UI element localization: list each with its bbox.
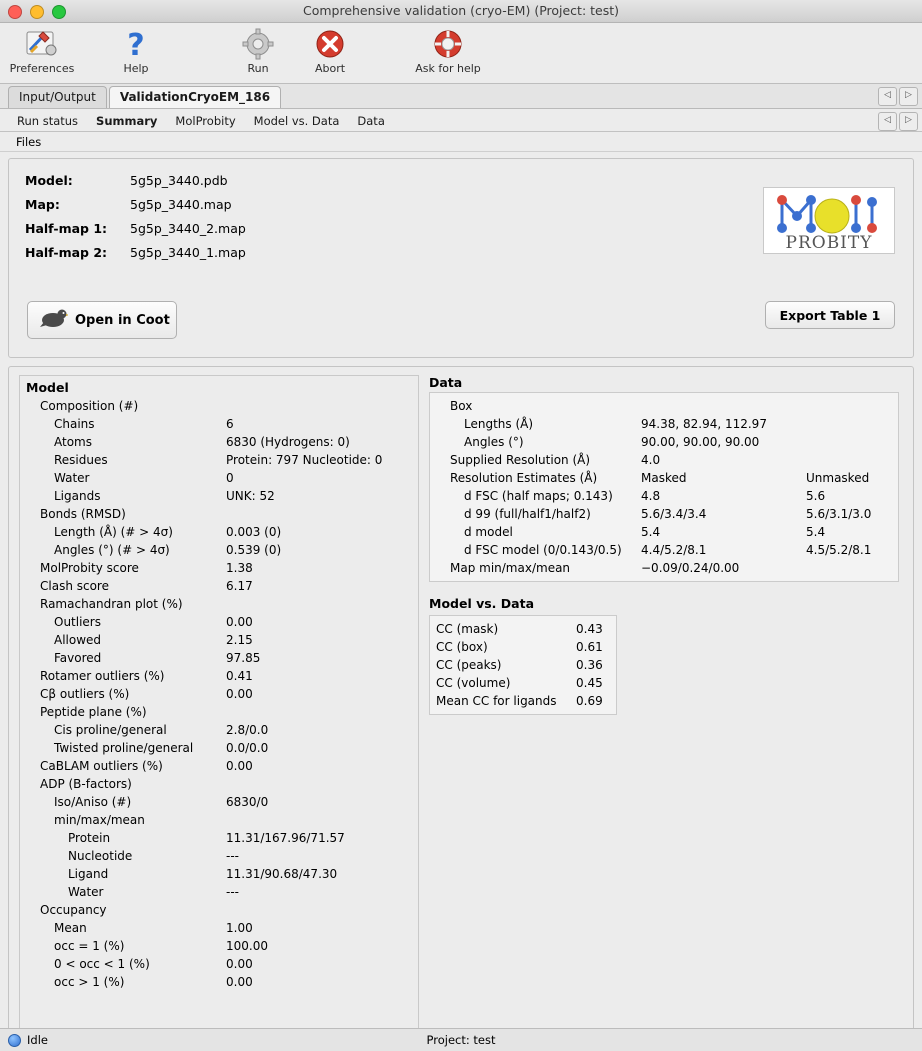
model-row-key: Water (68, 885, 104, 899)
tab-next-button[interactable]: ▷ (899, 87, 918, 106)
data-row-value2: 4.5/5.2/8.1 (806, 543, 872, 557)
map-file-value: 5g5p_3440.map (130, 197, 232, 212)
model-row (26, 631, 412, 649)
model-row-value: 0.00 (226, 615, 253, 629)
model-row (26, 469, 412, 487)
model-section (19, 375, 419, 1028)
data-row-header (436, 469, 892, 487)
model-row-value: 6 (226, 417, 234, 431)
model-row-value: 0.00 (226, 975, 253, 989)
preferences-button[interactable] (6, 25, 78, 75)
mvd-row-key: CC (volume) (436, 676, 511, 690)
lifesaver-icon (398, 27, 498, 61)
data-row (436, 397, 892, 415)
abort-label: Abort (314, 62, 346, 75)
model-row-key: Water (54, 471, 90, 485)
status-bar (0, 1028, 922, 1051)
model-row-value: 2.15 (226, 633, 253, 647)
subtab-next-button[interactable]: ▷ (899, 112, 918, 131)
data-row-key: Box (450, 399, 473, 413)
mvd-row (436, 620, 610, 638)
file-row (25, 173, 897, 188)
model-row-key: Bonds (RMSD) (40, 507, 126, 521)
help-label: Help (123, 62, 149, 75)
svg-text:?: ? (127, 28, 145, 60)
model-row (26, 541, 412, 559)
model-row (26, 577, 412, 595)
model-row-key: Cis proline/general (54, 723, 167, 737)
subtab-run-status[interactable]: Run status (17, 114, 79, 128)
model-row-key: Rotamer outliers (%) (40, 669, 165, 683)
subtab-summary[interactable]: Summary (96, 114, 158, 128)
model-row-key: Angles (°) (# > 4σ) (54, 543, 170, 557)
abort-button[interactable] (294, 25, 366, 75)
model-row-key: Ligands (54, 489, 101, 503)
halfmap2-file-value: 5g5p_3440_1.map (130, 245, 246, 260)
mvd-row-value: 0.45 (576, 676, 603, 690)
model-row-value: 0.00 (226, 687, 253, 701)
model-vs-data-section-title: Model vs. Data (429, 596, 534, 611)
mvd-row (436, 638, 610, 656)
data-row (436, 415, 892, 433)
subtab-prev-button[interactable]: ◁ (878, 112, 897, 131)
model-row (26, 739, 412, 757)
model-row (26, 955, 412, 973)
main-tab-bar (0, 84, 922, 109)
mvd-row-key: Mean CC for ligands (436, 694, 557, 708)
model-row (26, 919, 412, 937)
open-in-coot-label: Open in Coot (75, 312, 170, 328)
model-row-value: 0.41 (226, 669, 253, 683)
data-row-key: d model (464, 525, 513, 539)
model-row (26, 415, 412, 433)
data-col-header-unmasked: Unmasked (806, 471, 870, 485)
model-row (26, 397, 412, 415)
sub-tab-nav (878, 112, 918, 131)
preferences-icon (6, 27, 78, 61)
model-row-key: Cβ outliers (%) (40, 687, 130, 701)
menu-files[interactable]: Files (16, 134, 42, 149)
export-table-1-label: Export Table 1 (779, 307, 881, 323)
model-row-value: 0.003 (0) (226, 525, 282, 539)
molprobity-logo (763, 187, 895, 254)
data-section (429, 392, 899, 582)
model-row-key: occ = 1 (%) (54, 939, 125, 953)
data-row-key: Angles (°) (464, 435, 524, 449)
model-row (26, 613, 412, 631)
model-row-key: Twisted proline/general (54, 741, 194, 755)
model-row-key: Composition (#) (40, 399, 139, 413)
model-row (26, 451, 412, 469)
status-text: Idle (27, 1033, 48, 1047)
mvd-row-key: CC (peaks) (436, 658, 502, 672)
data-row (436, 523, 892, 541)
ask-for-help-label: Ask for help (415, 62, 481, 75)
data-row-key: Map min/max/mean (450, 561, 571, 575)
halfmap1-file-value: 5g5p_3440_2.map (130, 221, 246, 236)
model-row-key: Favored (54, 651, 102, 665)
model-row-key: Peptide plane (%) (40, 705, 147, 719)
data-row-key: Lengths (Å) (464, 417, 534, 431)
content-area (0, 152, 922, 1028)
model-row-key: Protein (68, 831, 111, 845)
map-file-label: Map: (25, 197, 60, 212)
model-vs-data-section (429, 615, 617, 715)
model-row-value: 0.00 (226, 957, 253, 971)
model-row-value: 0 (226, 471, 234, 485)
title-bar (0, 0, 922, 23)
subtab-molprobity[interactable]: MolProbity (175, 114, 236, 128)
data-row-value2: 5.6 (806, 489, 826, 503)
mvd-row-key: CC (mask) (436, 622, 499, 636)
sub-tab-bar (0, 109, 922, 132)
subtab-model-vs-data[interactable]: Model vs. Data (253, 114, 340, 128)
halfmap1-file-label: Half-map 1: (25, 221, 108, 236)
model-row-value: Protein: 797 Nucleotide: 0 (226, 453, 383, 467)
model-row-value: 2.8/0.0 (226, 723, 269, 737)
model-row-key: occ > 1 (%) (54, 975, 125, 989)
model-row-key: Occupancy (40, 903, 107, 917)
data-row-key: d FSC (half maps; 0.143) (464, 489, 613, 503)
run-gear-icon (222, 27, 294, 61)
statistics-panel (8, 366, 914, 1028)
svg-text:PROBITY: PROBITY (785, 233, 873, 253)
model-row (26, 973, 412, 991)
data-row-value1: 4.4/5.2/8.1 (641, 543, 707, 557)
tab-validationcryoem[interactable]: ValidationCryoEM_186 (109, 86, 281, 108)
model-row-value: 0.539 (0) (226, 543, 282, 557)
model-row-value: 97.85 (226, 651, 261, 665)
model-row-key: Residues (54, 453, 108, 467)
data-row-key: Resolution Estimates (Å) (450, 471, 598, 485)
model-row (26, 595, 412, 613)
ask-for-help-button[interactable] (398, 25, 498, 75)
main-tab-nav (878, 87, 918, 106)
data-row-value1: 4.8 (641, 489, 661, 503)
model-row-value: 6830 (Hydrogens: 0) (226, 435, 350, 449)
model-row (26, 433, 412, 451)
model-row-key: min/max/mean (54, 813, 145, 827)
model-row-key: 0 < occ < 1 (%) (54, 957, 150, 971)
tab-input-output[interactable]: Input/Output (8, 86, 107, 108)
status-project-text: Project: test (426, 1033, 496, 1047)
toolbar (0, 23, 922, 84)
model-row-key: MolProbity score (40, 561, 139, 575)
model-row-key: CaBLAM outliers (%) (40, 759, 163, 773)
model-row (26, 685, 412, 703)
right-column (429, 375, 899, 1028)
model-row-value: 6830/0 (226, 795, 269, 809)
data-row-key: d FSC model (0/0.143/0.5) (464, 543, 622, 557)
model-file-label: Model: (25, 173, 73, 188)
tab-prev-button[interactable]: ◁ (878, 87, 897, 106)
model-row-value: --- (226, 849, 239, 863)
mvd-row-value: 0.61 (576, 640, 603, 654)
model-row-key: Clash score (40, 579, 109, 593)
mvd-row (436, 692, 610, 710)
open-in-coot-button[interactable] (27, 301, 177, 339)
help-button[interactable] (100, 25, 172, 75)
model-row (26, 559, 412, 577)
model-row (26, 811, 412, 829)
model-section-title: Model (26, 380, 69, 395)
model-row (26, 703, 412, 721)
data-row-value1: 90.00, 90.00, 90.00 (641, 435, 760, 449)
data-row-key: d 99 (full/half1/half2) (464, 507, 591, 521)
model-file-value: 5g5p_3440.pdb (130, 173, 228, 188)
model-row (26, 649, 412, 667)
model-row-value: 1.00 (226, 921, 253, 935)
run-label: Run (247, 62, 269, 75)
model-row-key: Iso/Aniso (#) (54, 795, 132, 809)
model-row-key: Chains (54, 417, 95, 431)
subtab-data[interactable]: Data (357, 114, 385, 128)
model-row (26, 775, 412, 793)
model-row (26, 901, 412, 919)
model-row-value: 6.17 (226, 579, 253, 593)
model-row (26, 793, 412, 811)
model-row-key: Length (Å) (# > 4σ) (54, 525, 173, 539)
data-row (436, 487, 892, 505)
model-row (26, 883, 412, 901)
files-panel (8, 158, 914, 358)
model-row (26, 829, 412, 847)
data-row-value2: 5.4 (806, 525, 826, 539)
model-row-value: --- (226, 885, 239, 899)
mvd-row (436, 656, 610, 674)
mvd-row-key: CC (box) (436, 640, 488, 654)
model-row (26, 667, 412, 685)
data-row-value1: 4.0 (641, 453, 661, 467)
model-row (26, 487, 412, 505)
data-row (436, 559, 892, 577)
data-row-key: Supplied Resolution (Å) (450, 453, 591, 467)
window-title: Comprehensive validation (cryo-EM) (Project: test) (302, 3, 620, 18)
model-row-key: ADP (B-factors) (40, 777, 132, 791)
mvd-row-value: 0.36 (576, 658, 603, 672)
model-row (26, 847, 412, 865)
data-row (436, 451, 892, 469)
data-col-header-masked: Masked (641, 471, 687, 485)
data-row-value1: −0.09/0.24/0.00 (641, 561, 740, 575)
mvd-row (436, 674, 610, 692)
model-row (26, 721, 412, 739)
model-row-value: 11.31/167.96/71.57 (226, 831, 345, 845)
model-row-key: Ramachandran plot (%) (40, 597, 183, 611)
model-row-value: 11.31/90.68/47.30 (226, 867, 338, 881)
model-row (26, 505, 412, 523)
data-row-value2: 5.6/3.1/3.0 (806, 507, 872, 521)
run-button[interactable] (222, 25, 294, 75)
mvd-row-value: 0.43 (576, 622, 603, 636)
halfmap2-file-label: Half-map 2: (25, 245, 108, 260)
model-row (26, 937, 412, 955)
model-row (26, 523, 412, 541)
model-row-key: Allowed (54, 633, 102, 647)
data-row (436, 505, 892, 523)
data-row (436, 433, 892, 451)
model-row (26, 757, 412, 775)
data-section-title: Data (429, 375, 463, 390)
model-row-value: 100.00 (226, 939, 268, 953)
model-row-value: 0.0/0.0 (226, 741, 269, 755)
model-row-key: Atoms (54, 435, 92, 449)
data-row-value1: 5.4 (641, 525, 661, 539)
model-row-value: 1.38 (226, 561, 253, 575)
coot-bird-icon (38, 306, 68, 334)
model-row (26, 865, 412, 883)
data-row-value1: 5.6/3.4/3.4 (641, 507, 707, 521)
data-row (436, 541, 892, 559)
menu-strip (0, 132, 922, 152)
model-row-value: UNK: 52 (226, 489, 275, 503)
model-row-key: Nucleotide (68, 849, 133, 863)
model-row-key: Mean (54, 921, 87, 935)
model-row-key: Ligand (68, 867, 109, 881)
help-icon (100, 27, 172, 61)
mvd-row-value: 0.69 (576, 694, 603, 708)
preferences-label: Preferences (9, 62, 75, 75)
data-row-value1: 94.38, 82.94, 112.97 (641, 417, 767, 431)
model-row-key: Outliers (54, 615, 101, 629)
export-table-1-button[interactable] (765, 301, 895, 329)
model-row-value: 0.00 (226, 759, 253, 773)
abort-icon (294, 27, 366, 61)
